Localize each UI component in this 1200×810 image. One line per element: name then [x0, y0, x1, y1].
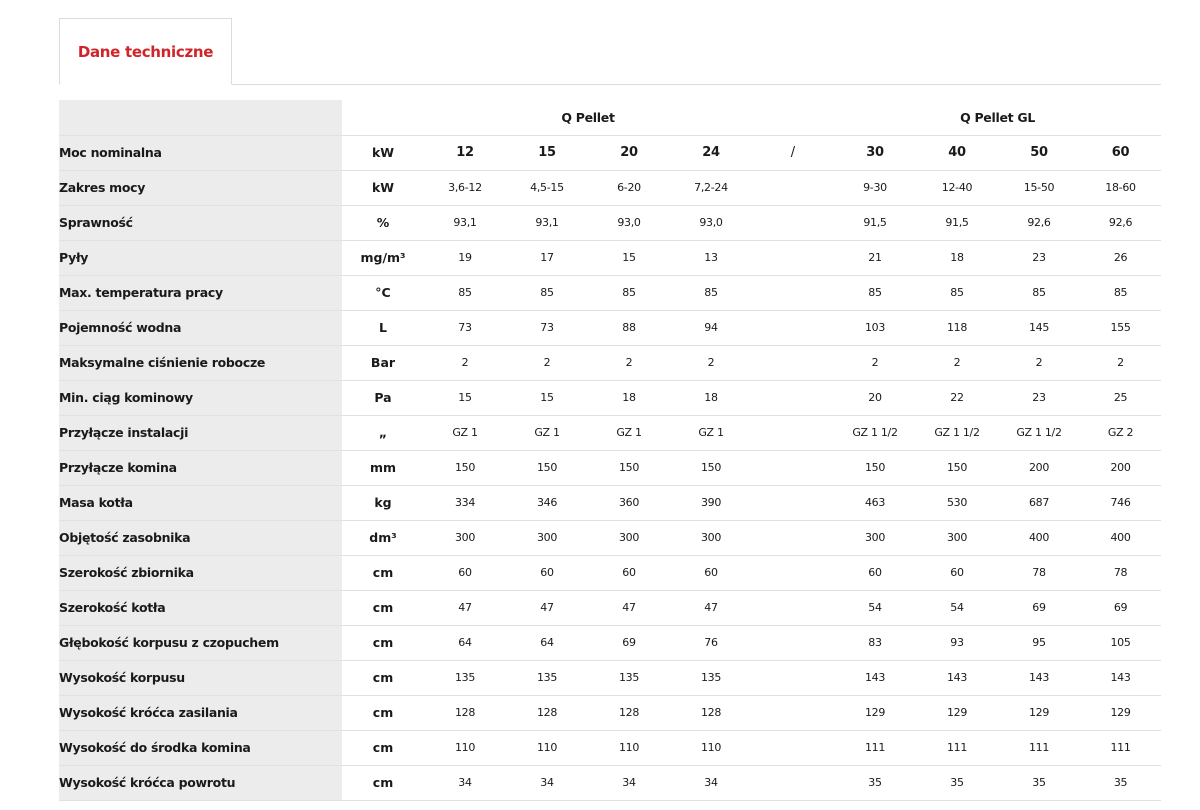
table-cell: 20: [868, 391, 882, 404]
table-cell: 2: [707, 356, 715, 369]
table-cell: 69: [1032, 601, 1046, 614]
group-corner-cell: [59, 100, 342, 135]
row-label: Objętość zasobnika: [59, 520, 342, 555]
table-cell: 85: [622, 286, 636, 299]
table-cell: 18: [622, 391, 636, 404]
table-cell: 334: [454, 496, 476, 509]
table-cell: 143: [946, 671, 968, 684]
row-unit: kW: [371, 180, 395, 195]
separator-cell: [752, 380, 834, 415]
table-cell: 530: [946, 496, 968, 509]
table-cell: 95: [1032, 636, 1046, 649]
table-cell: 6-20: [617, 181, 641, 194]
row-label: Maksymalne ciśnienie robocze: [59, 345, 342, 380]
table-cell: 129: [1028, 706, 1050, 719]
table-cell: 15-50: [1023, 181, 1055, 194]
table-cell: 35: [1113, 776, 1128, 789]
group-separator: /: [790, 145, 796, 160]
table-cell: 26: [1113, 251, 1128, 264]
table-cell: 400: [1110, 531, 1131, 544]
table-cell: GZ 1 1/2: [852, 426, 898, 439]
table-cell: 300: [864, 531, 886, 544]
separator-cell: [752, 485, 834, 520]
table-cell: 155: [1110, 321, 1131, 334]
table-cell: 111: [864, 741, 886, 754]
table-row: [59, 520, 1161, 555]
table-cell: 135: [618, 671, 640, 684]
table-cell: 15: [458, 391, 472, 404]
table-cell: 300: [618, 531, 640, 544]
group-header-q-pellet: Q Pellet: [424, 100, 752, 135]
header-row-moc-nominalna: [59, 135, 1161, 170]
table-cell: GZ 1: [534, 426, 560, 439]
table-cell: 150: [946, 461, 968, 474]
table-cell: 118: [946, 321, 968, 334]
table-cell: 18: [704, 391, 718, 404]
model-power-cell: 30: [866, 145, 884, 160]
table-cell: 128: [454, 706, 476, 719]
table-row: [59, 625, 1161, 660]
table-cell: 145: [1028, 321, 1050, 334]
separator-cell: [752, 695, 834, 730]
row-unit: cm: [372, 635, 394, 650]
table-cell: 135: [454, 671, 476, 684]
table-cell: 150: [864, 461, 886, 474]
row-label: Wysokość korpusu: [59, 660, 342, 695]
table-cell: 76: [704, 636, 718, 649]
table-cell: GZ 2: [1107, 426, 1134, 439]
row-unit: L: [379, 320, 387, 335]
separator-cell: [752, 765, 834, 800]
table-cell: 128: [618, 706, 640, 719]
group-header-unit-spacer: [342, 100, 424, 135]
table-cell: 150: [536, 461, 558, 474]
table-cell: 54: [868, 601, 882, 614]
table-cell: 12-40: [941, 181, 973, 194]
table-cell: 34: [458, 776, 472, 789]
table-row: [59, 345, 1161, 380]
table-row: [59, 415, 1161, 450]
table-cell: GZ 1: [452, 426, 478, 439]
table-cell: 129: [946, 706, 968, 719]
table-cell: 110: [618, 741, 640, 754]
table-row: [59, 205, 1161, 240]
table-cell: 78: [1032, 566, 1046, 579]
table-cell: 60: [950, 566, 964, 579]
table-cell: 60: [622, 566, 636, 579]
table-cell: 128: [700, 706, 722, 719]
separator-cell: [752, 415, 834, 450]
row-label: Wysokość do środka komina: [59, 730, 342, 765]
table-cell: 88: [622, 321, 636, 334]
table-cell: 69: [622, 636, 636, 649]
model-power-cell: 24: [702, 145, 720, 160]
table-cell: 22: [950, 391, 964, 404]
row-label: Pojemność wodna: [59, 310, 342, 345]
table-cell: 18: [950, 251, 964, 264]
row-label: Pyły: [59, 240, 342, 275]
row-unit: Pa: [374, 390, 392, 405]
table-cell: 47: [458, 601, 472, 614]
table-cell: 9-30: [863, 181, 887, 194]
separator-cell: [752, 240, 834, 275]
table-row: [59, 695, 1161, 730]
table-cell: 2: [871, 356, 879, 369]
table-cell: 85: [458, 286, 472, 299]
table-cell: 150: [454, 461, 476, 474]
table-cell: GZ 1: [616, 426, 642, 439]
table-cell: 83: [868, 636, 882, 649]
separator-cell: [752, 625, 834, 660]
table-cell: 150: [700, 461, 722, 474]
table-cell: 23: [1032, 391, 1046, 404]
table-row: [59, 450, 1161, 485]
separator-cell: [752, 205, 834, 240]
table-cell: 2: [543, 356, 551, 369]
table-cell: 47: [622, 601, 636, 614]
table-row: [59, 590, 1161, 625]
row-label: Wysokość króćca zasilania: [59, 695, 342, 730]
table-cell: 105: [1110, 636, 1131, 649]
table-cell: 21: [868, 251, 882, 264]
table-cell: 129: [1110, 706, 1131, 719]
table-cell: 7,2-24: [694, 181, 728, 194]
group-header-separator-spacer: [752, 100, 834, 135]
table-cell: 60: [458, 566, 472, 579]
table-cell: 111: [1110, 741, 1131, 754]
table-cell: 346: [536, 496, 558, 509]
tab-bar: [59, 18, 1161, 85]
table-cell: 17: [540, 251, 554, 264]
table-cell: 85: [868, 286, 882, 299]
row-unit: °C: [375, 285, 391, 300]
table-cell: 200: [1028, 461, 1050, 474]
table-cell: 69: [1113, 601, 1128, 614]
table-row: [59, 730, 1161, 765]
group-header-q-pellet-gl: Q Pellet GL: [834, 100, 1161, 135]
table-cell: 2: [1117, 356, 1124, 369]
table-cell: 110: [700, 741, 722, 754]
table-cell: 60: [704, 566, 718, 579]
table-cell: 2: [953, 356, 961, 369]
table-cell: 128: [536, 706, 558, 719]
table-cell: 25: [1113, 391, 1128, 404]
specs-table: [59, 100, 1161, 801]
table-cell: 60: [540, 566, 554, 579]
table-cell: 3,6-12: [448, 181, 482, 194]
table-cell: 111: [946, 741, 968, 754]
table-cell: 35: [868, 776, 882, 789]
table-cell: 92,6: [1108, 216, 1133, 229]
row-label: Przyłącze instalacji: [59, 415, 342, 450]
table-cell: 746: [1110, 496, 1131, 509]
table-cell: 143: [1110, 671, 1131, 684]
table-cell: 93: [950, 636, 964, 649]
table-cell: 64: [540, 636, 554, 649]
table-cell: 73: [458, 321, 472, 334]
table-cell: 400: [1028, 531, 1050, 544]
row-unit: dm³: [369, 530, 397, 545]
table-cell: 73: [540, 321, 554, 334]
table-cell: 300: [700, 531, 722, 544]
table-cell: 2: [1035, 356, 1043, 369]
table-row: [59, 765, 1161, 800]
table-cell: 85: [950, 286, 964, 299]
separator-cell: [752, 590, 834, 625]
table-cell: 18-60: [1105, 181, 1136, 194]
table-cell: 34: [704, 776, 718, 789]
row-label: Głębokość korpusu z czopuchem: [59, 625, 342, 660]
table-cell: 93,0: [617, 216, 641, 229]
separator-cell: [752, 275, 834, 310]
table-cell: 93,0: [699, 216, 723, 229]
model-power-cell: 50: [1030, 145, 1048, 160]
table-cell: 85: [540, 286, 554, 299]
table-cell: 15: [622, 251, 636, 264]
table-cell: GZ 1: [698, 426, 724, 439]
table-cell: GZ 1 1/2: [934, 426, 980, 439]
table-cell: 135: [536, 671, 558, 684]
table-cell: 35: [1032, 776, 1046, 789]
table-cell: 4,5-15: [530, 181, 564, 194]
separator-cell: [752, 660, 834, 695]
model-power-cell: 12: [456, 145, 474, 160]
model-power-cell: 20: [620, 145, 638, 160]
table-cell: 92,6: [1027, 216, 1051, 229]
row-unit: cm: [372, 740, 394, 755]
table-cell: 85: [1113, 286, 1128, 299]
table-cell: 135: [700, 671, 722, 684]
table-cell: 78: [1113, 566, 1128, 579]
table-cell: 463: [864, 496, 886, 509]
separator-cell: [752, 450, 834, 485]
separator-cell: [752, 345, 834, 380]
table-cell: 93,1: [453, 216, 477, 229]
separator-cell: [752, 730, 834, 765]
table-cell: 85: [704, 286, 718, 299]
tab-dane-techniczne[interactable]: Dane techniczne: [59, 18, 232, 85]
table-cell: 94: [704, 321, 718, 334]
row-unit: cm: [372, 775, 394, 790]
table-cell: 54: [950, 601, 964, 614]
row-label: Min. ciąg kominowy: [59, 380, 342, 415]
table-cell: 93,1: [535, 216, 559, 229]
table-cell: 64: [458, 636, 472, 649]
row-label: Sprawność: [59, 205, 342, 240]
row-unit: cm: [372, 600, 394, 615]
table-row: [59, 170, 1161, 205]
table-cell: 23: [1032, 251, 1046, 264]
row-unit: cm: [372, 705, 394, 720]
separator-cell: [752, 555, 834, 590]
table-row: [59, 310, 1161, 345]
table-row: [59, 660, 1161, 695]
table-row: [59, 380, 1161, 415]
row-unit: cm: [372, 670, 394, 685]
table-cell: GZ 1 1/2: [1016, 426, 1062, 439]
row-label: Zakres mocy: [59, 170, 342, 205]
table-cell: 91,5: [863, 216, 887, 229]
row-label: Max. temperatura pracy: [59, 275, 342, 310]
table-cell: 110: [536, 741, 558, 754]
row-unit: Bar: [370, 355, 396, 370]
table-cell: 35: [950, 776, 964, 789]
row-unit: %: [376, 215, 390, 230]
row-label: Przyłącze komina: [59, 450, 342, 485]
model-power-cell: 15: [538, 145, 556, 160]
table-cell: 110: [454, 741, 476, 754]
table-cell: 200: [1110, 461, 1131, 474]
separator-cell: [752, 520, 834, 555]
table-cell: 15: [540, 391, 554, 404]
table-cell: 47: [540, 601, 554, 614]
table-cell: 129: [864, 706, 886, 719]
table-cell: 300: [536, 531, 558, 544]
row-unit: kg: [374, 495, 392, 510]
table-cell: 150: [618, 461, 640, 474]
table-row: [59, 275, 1161, 310]
table-cell: 2: [625, 356, 633, 369]
table-cell: 143: [1028, 671, 1050, 684]
row-label: Wysokość króćca powrotu: [59, 765, 342, 800]
table-cell: 143: [864, 671, 886, 684]
table-cell: 360: [618, 496, 640, 509]
table-cell: 34: [622, 776, 636, 789]
table-cell: 300: [946, 531, 968, 544]
row-label: Szerokość zbiornika: [59, 555, 342, 590]
table-cell: 300: [454, 531, 476, 544]
table-cell: 2: [461, 356, 469, 369]
table-cell: 60: [868, 566, 882, 579]
table-cell: 390: [700, 496, 722, 509]
row-unit: cm: [372, 565, 394, 580]
table-cell: 687: [1028, 496, 1050, 509]
table-cell: 13: [704, 251, 718, 264]
row-label: Moc nominalna: [59, 135, 342, 170]
row-unit: „: [378, 425, 388, 440]
table-row: [59, 240, 1161, 275]
table-cell: 19: [458, 251, 472, 264]
row-unit: kW: [371, 145, 395, 160]
table-cell: 103: [864, 321, 886, 334]
model-power-cell: 60: [1111, 145, 1130, 160]
table-row: [59, 485, 1161, 520]
model-power-cell: 40: [948, 145, 966, 160]
group-header-row: [59, 100, 1161, 135]
table-cell: 91,5: [945, 216, 969, 229]
row-unit: mm: [369, 460, 397, 475]
table-row: [59, 555, 1161, 590]
separator-cell: [752, 170, 834, 205]
table-cell: 111: [1028, 741, 1050, 754]
table-cell: 85: [1032, 286, 1046, 299]
row-unit: mg/m³: [360, 250, 406, 265]
row-label: Szerokość kotła: [59, 590, 342, 625]
table-cell: 47: [704, 601, 718, 614]
table-cell: 34: [540, 776, 554, 789]
separator-cell: [752, 310, 834, 345]
row-label: Masa kotła: [59, 485, 342, 520]
